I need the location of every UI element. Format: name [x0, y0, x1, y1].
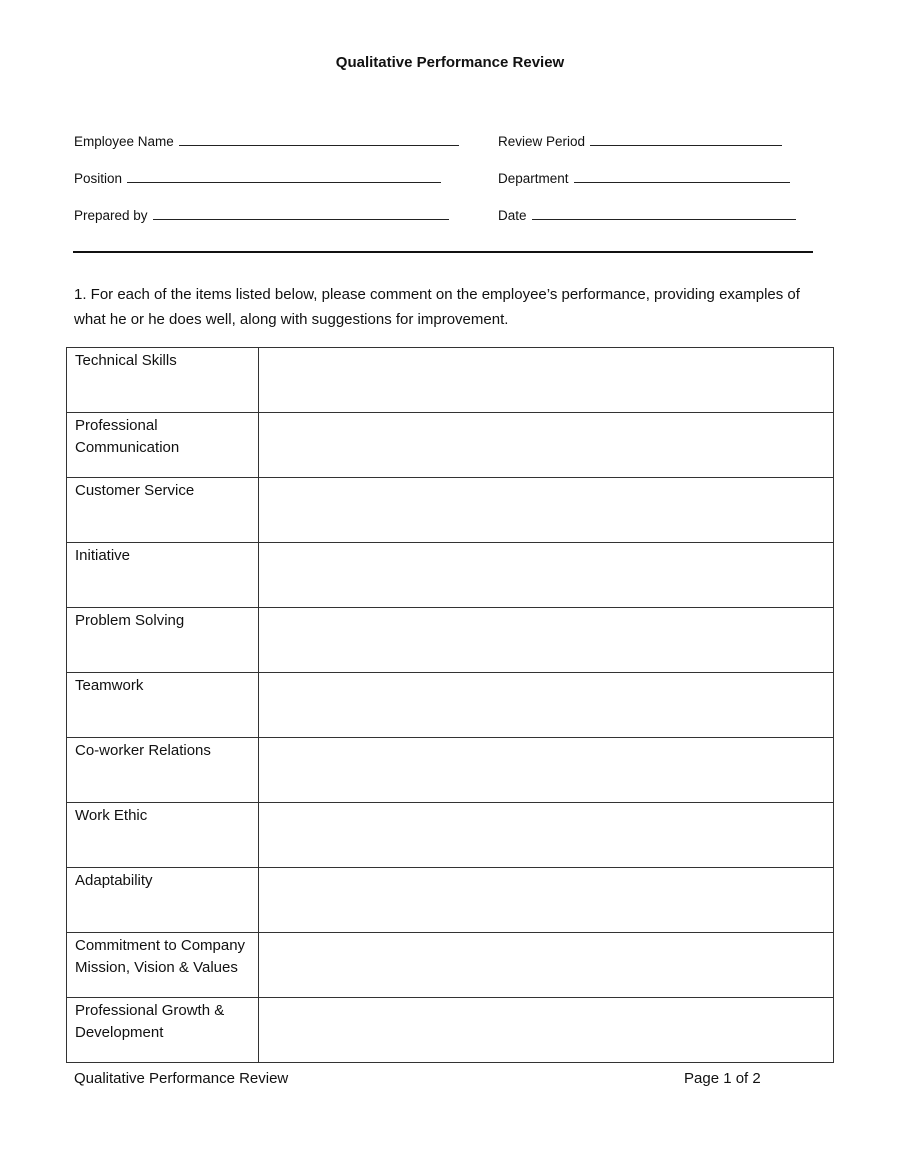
- position-line[interactable]: [127, 169, 441, 183]
- row-label: Customer Service: [67, 478, 259, 543]
- date-line[interactable]: [532, 206, 796, 220]
- table-row: [67, 673, 834, 738]
- comment-cell[interactable]: [259, 413, 834, 478]
- review-period-label: Review Period: [498, 134, 586, 149]
- department-field[interactable]: [498, 169, 790, 186]
- comment-cell[interactable]: [259, 998, 834, 1063]
- table-row: [67, 803, 834, 868]
- table-row: [67, 738, 834, 803]
- table-row: [67, 348, 834, 413]
- department-line[interactable]: [574, 169, 790, 183]
- comment-cell[interactable]: [259, 478, 834, 543]
- row-label: Adaptability: [67, 868, 259, 933]
- review-period-field[interactable]: [498, 132, 782, 149]
- comment-cell[interactable]: [259, 543, 834, 608]
- comment-cell[interactable]: [259, 673, 834, 738]
- comment-cell[interactable]: [259, 608, 834, 673]
- comment-cell[interactable]: [259, 868, 834, 933]
- department-label: Department: [498, 171, 569, 186]
- section-divider: [73, 251, 813, 253]
- row-label: Commitment to Company Mission, Vision & Values: [67, 933, 259, 998]
- row-label: Work Ethic: [67, 803, 259, 868]
- table-row: [67, 868, 834, 933]
- footer-title: Qualitative Performance Review: [74, 1070, 289, 1087]
- review-period-line[interactable]: [590, 132, 782, 146]
- table-row: [67, 543, 834, 608]
- comment-cell[interactable]: [259, 738, 834, 803]
- row-label: Co-worker Relations: [67, 738, 259, 803]
- date-field[interactable]: [498, 206, 796, 223]
- position-label: Position: [74, 171, 123, 186]
- table-row: [67, 413, 834, 478]
- comment-cell[interactable]: [259, 933, 834, 998]
- table-row: [67, 933, 834, 998]
- comment-cell[interactable]: [259, 348, 834, 413]
- prepared-by-line[interactable]: [153, 206, 449, 220]
- prepared-by-field[interactable]: [74, 206, 449, 223]
- instruction-text: 1. For each of the items listed below, please comment on the employee’s performance, providing examples of what he or he does well, along with suggestions for improvement.: [74, 286, 800, 328]
- employee-name-field[interactable]: [74, 132, 459, 149]
- table-row: [67, 608, 834, 673]
- comment-cell[interactable]: [259, 803, 834, 868]
- document-title: Qualitative Performance Review: [335, 54, 565, 71]
- row-label: Initiative: [67, 543, 259, 608]
- employee-name-label: Employee Name: [74, 134, 174, 149]
- row-label: Teamwork: [67, 673, 259, 738]
- row-label: Professional Growth & Development: [67, 998, 259, 1063]
- review-table: [66, 347, 834, 1063]
- page-number: Page 1 of 2: [684, 1070, 761, 1087]
- table-row: [67, 998, 834, 1063]
- row-label: Technical Skills: [67, 348, 259, 413]
- date-label: Date: [498, 208, 527, 223]
- prepared-by-label: Prepared by: [74, 208, 148, 223]
- row-label: Professional Communication: [67, 413, 259, 478]
- row-label: Problem Solving: [67, 608, 259, 673]
- employee-name-line[interactable]: [179, 132, 459, 146]
- table-row: [67, 478, 834, 543]
- position-field[interactable]: [74, 169, 441, 186]
